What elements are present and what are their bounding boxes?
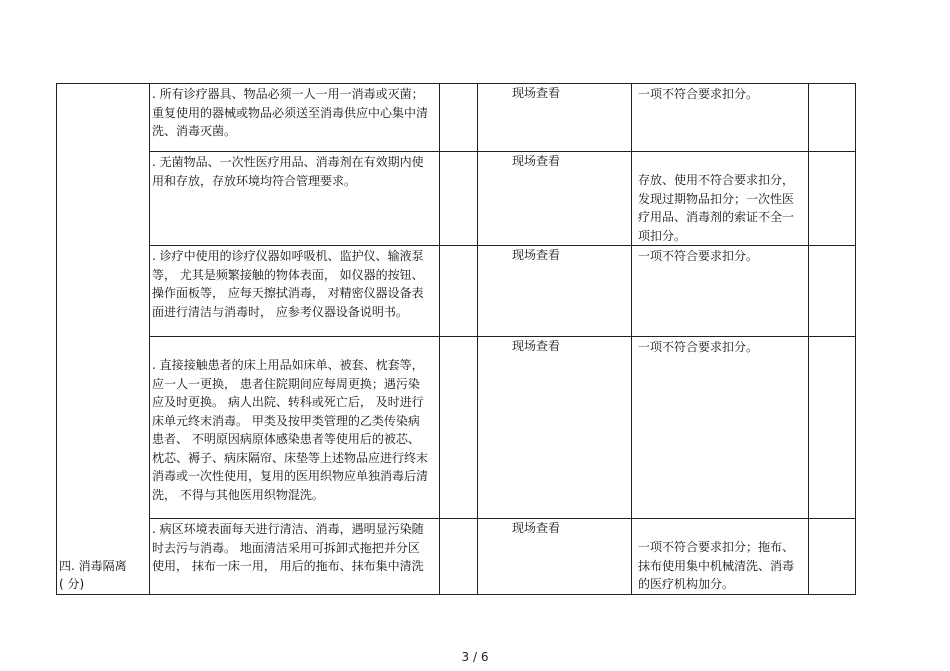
table-row bbox=[57, 337, 856, 519]
scoring-cell: 一项不符合要求扣分。 bbox=[632, 246, 809, 337]
method-cell: 现场查看 bbox=[478, 246, 632, 337]
requirement-text: . 直接接触患者的床上用品如床单、被套、枕套等， 应一人一更换， 患者住院期间应每周更换；遇污染应及时更换。 病人出院、转科或死亡后， 及时进行床单元终末消毒。 甲类及按甲类管理的乙类传染病患者、 不明原因病原体感染患者等使用后的被芯、 枕芯、褥子、病床隔帘、床垫等上述物品应进行终末消毒或一次性使用，复用的医用织物应单独消毒后清洗， 不得与其他医用织物混洗。 bbox=[152, 358, 429, 502]
method-cell: 现场查看 bbox=[478, 337, 632, 519]
scoring-cell: 一项不符合要求扣分。 bbox=[632, 84, 809, 152]
category-cell bbox=[57, 84, 150, 595]
table-row bbox=[57, 246, 856, 337]
method-cell: 现场查看 bbox=[478, 84, 632, 152]
blank-cell bbox=[440, 152, 478, 246]
blank-cell bbox=[440, 519, 478, 595]
score-cell bbox=[809, 246, 856, 337]
method-cell: 现场查看 bbox=[478, 152, 632, 246]
blank-cell bbox=[440, 337, 478, 519]
table-row bbox=[57, 152, 856, 246]
requirement-cell bbox=[150, 337, 440, 519]
method-cell: 现场查看 bbox=[478, 519, 632, 595]
table-row bbox=[57, 519, 856, 595]
page-number: 3 / 6 bbox=[461, 650, 489, 664]
blank-cell bbox=[440, 246, 478, 337]
requirement-cell: . 所有诊疗器具、物品必须一人一用一消毒或灭菌；重复使用的器械或物品必须送至消毒供应中心集中清洗、消毒灭菌。 bbox=[150, 84, 440, 152]
score-cell bbox=[809, 152, 856, 246]
requirement-cell: . 诊疗中使用的诊疗仪器如呼吸机、监护仪、输液泵等， 尤其是频繁接触的物体表面， 如仪器的按钮、 操作面板等， 应每天擦拭消毒， 对精密仪器设备表面进行清洁与消毒时， 应参考仪器设备说明书。 bbox=[150, 246, 440, 337]
score-cell bbox=[809, 337, 856, 519]
score-cell bbox=[809, 84, 856, 152]
requirement-cell: . 无菌物品、一次性医疗用品、消毒剂在有效期内使用和存放，存放环境均符合管理要求。 bbox=[150, 152, 440, 246]
inspection-table bbox=[56, 83, 856, 595]
table-row bbox=[57, 84, 856, 152]
scoring-cell: 一项不符合要求扣分。 bbox=[632, 337, 809, 519]
score-cell bbox=[809, 519, 856, 595]
requirement-cell: . 病区环境表面每天进行清洁、消毒，遇明显污染随时去污与消毒。 地面清洁采用可拆卸式拖把并分区使用， 抹布一床一用， 用后的拖布、抹布集中清洗 bbox=[150, 519, 440, 595]
blank-cell bbox=[440, 84, 478, 152]
scoring-cell bbox=[632, 519, 809, 595]
category-label: 四. 消毒隔离 ( 分) bbox=[59, 558, 127, 591]
scoring-text: 一项不符合要求扣分；拖布、抹布使用集中机械清洗、消毒的医疗机构加分。 bbox=[638, 540, 795, 591]
scoring-text: 存放、使用不符合要求扣分，发现过期物品扣分；一次性医疗用品、消毒剂的索证不全一项扣分。 bbox=[638, 173, 795, 243]
scoring-cell bbox=[632, 152, 809, 246]
